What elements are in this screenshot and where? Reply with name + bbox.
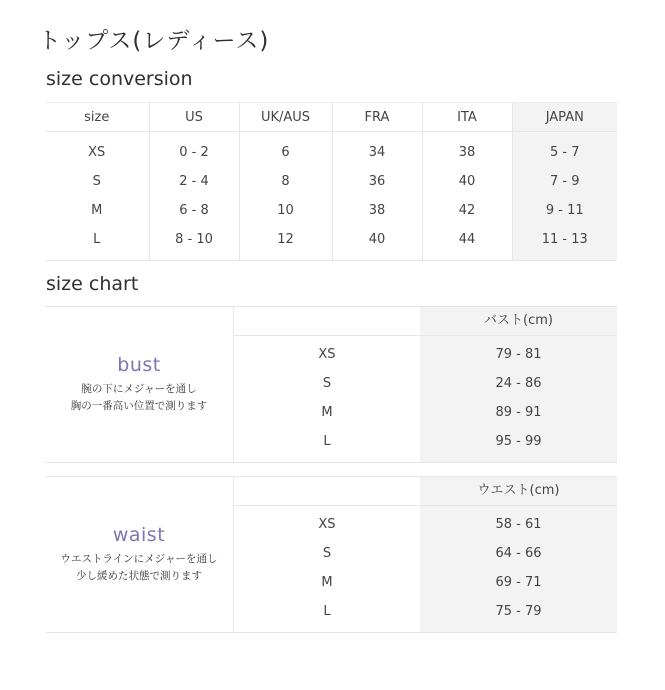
table-row <box>234 510 617 539</box>
table-cell: XS <box>45 132 149 168</box>
table-cell: 10 <box>239 196 332 225</box>
table-cell: 40 <box>422 167 512 196</box>
size-conversion-title: size conversion <box>46 68 193 90</box>
table-row <box>45 167 617 196</box>
measurement-cell: 24 - 86 <box>420 369 617 398</box>
bust-header-row <box>234 307 617 336</box>
table-cell: 7 - 9 <box>512 167 617 196</box>
table-row <box>234 340 617 369</box>
waist-size-chart <box>45 476 617 633</box>
waist-description <box>45 551 233 585</box>
column-header: US <box>149 103 239 132</box>
waist-description-line: ウエストラインにメジャーを通し <box>60 553 218 565</box>
size-cell: L <box>323 434 331 449</box>
column-header: FRA <box>332 103 422 132</box>
table-cell: S <box>45 167 149 196</box>
table-row <box>234 568 617 597</box>
waist-unit-header: ウエスト(cm) <box>420 477 617 505</box>
table-cell: 6 - 8 <box>149 196 239 225</box>
measurement-cell: 58 - 61 <box>420 510 617 539</box>
bust-label: bust <box>117 354 161 376</box>
table-cell: 0 - 2 <box>149 132 239 168</box>
table-cell: 12 <box>239 225 332 261</box>
size-chart-title: size chart <box>46 273 139 295</box>
table-row <box>234 427 617 456</box>
table-row <box>45 225 617 261</box>
table-cell: 34 <box>332 132 422 168</box>
table-cell: 36 <box>332 167 422 196</box>
bust-unit-header: バスト(cm) <box>420 307 617 335</box>
size-cell: S <box>322 546 332 561</box>
measurement-cell: 69 - 71 <box>420 568 617 597</box>
table-cell: 44 <box>422 225 512 261</box>
size-cell: M <box>321 405 333 420</box>
waist-header-row <box>234 477 617 506</box>
table-cell: 8 <box>239 167 332 196</box>
table-row <box>45 196 617 225</box>
bust-description <box>45 381 233 415</box>
page-title: トップス(レディース) <box>38 28 270 54</box>
waist-measure-cell <box>45 477 234 632</box>
table-cell: 5 - 7 <box>512 132 617 168</box>
table-row <box>45 132 617 168</box>
table-cell: 38 <box>422 132 512 168</box>
table-cell: 42 <box>422 196 512 225</box>
column-header: JAPAN <box>512 103 617 132</box>
bust-measure-cell <box>45 307 234 462</box>
measurement-cell: 64 - 66 <box>420 539 617 568</box>
size-cell: XS <box>318 347 336 362</box>
table-row <box>234 398 617 427</box>
table-cell: 38 <box>332 196 422 225</box>
size-cell: M <box>321 575 333 590</box>
bust-size-chart <box>45 306 617 463</box>
waist-description-line: 少し緩めた状態で測ります <box>76 570 202 582</box>
table-row <box>234 369 617 398</box>
table-header-row <box>45 103 617 132</box>
table-cell: 40 <box>332 225 422 261</box>
size-cell: L <box>323 604 331 619</box>
measurement-cell: 79 - 81 <box>420 340 617 369</box>
table-row <box>234 539 617 568</box>
size-cell: XS <box>318 517 336 532</box>
size-cell: S <box>322 376 332 391</box>
measurement-cell: 75 - 79 <box>420 597 617 626</box>
table-cell: 11 - 13 <box>512 225 617 261</box>
column-header: size <box>45 103 149 132</box>
table-cell: 9 - 11 <box>512 196 617 225</box>
measurement-cell: 89 - 91 <box>420 398 617 427</box>
column-header: UK/AUS <box>239 103 332 132</box>
bust-description-line: 胸の一番高い位置で測ります <box>70 400 208 412</box>
bust-description-line: 腕の下にメジャーを通し <box>81 383 197 395</box>
table-cell: M <box>45 196 149 225</box>
table-cell: 8 - 10 <box>149 225 239 261</box>
waist-label: waist <box>112 524 166 546</box>
size-conversion-table <box>45 102 617 261</box>
measurement-cell: 95 - 99 <box>420 427 617 456</box>
table-cell: 6 <box>239 132 332 168</box>
table-row <box>234 597 617 626</box>
table-cell: 2 - 4 <box>149 167 239 196</box>
column-header: ITA <box>422 103 512 132</box>
table-cell: L <box>45 225 149 261</box>
